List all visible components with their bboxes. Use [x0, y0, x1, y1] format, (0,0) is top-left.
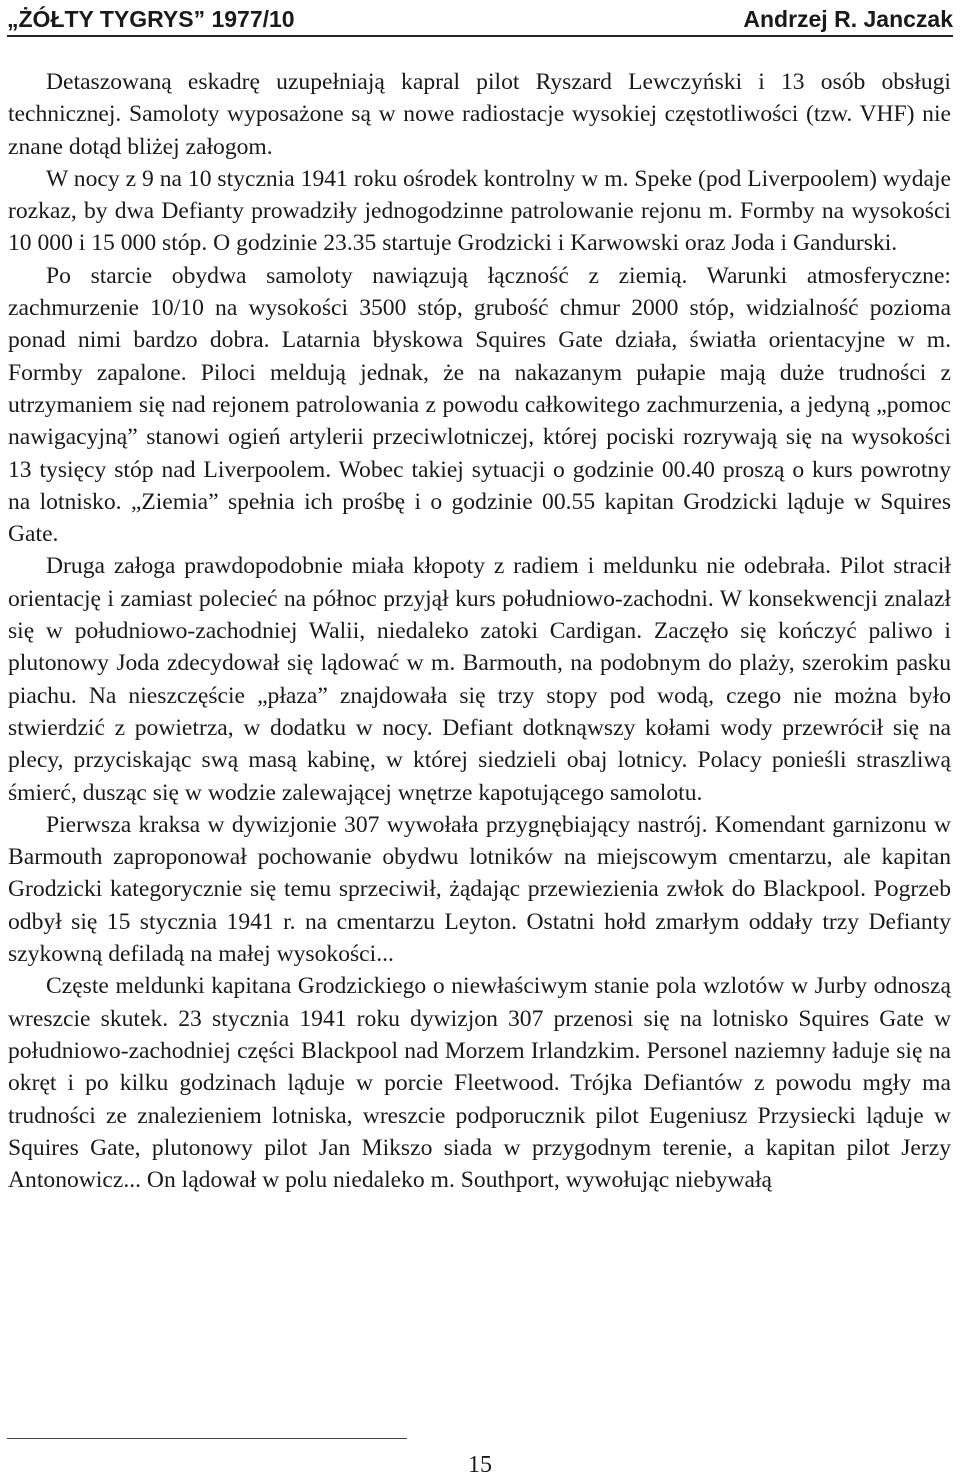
header-title: „ŻÓŁTY TYGRYS” 1977/10: [7, 6, 295, 32]
paragraph-5: Pierwsza kraksa w dywizjonie 307 wywołała przygnębiający nastrój. Komendant garnizonu w Barmouth zaproponował pochowanie obydwu lotników na miejscowym cmentarzu, ale kapitan Grodzicki kategorycznie się temu sprzeciwił, żądając przewiezienia zwłok do Blackpool. Pogrzeb odbył się 15 stycznia 1941 r. na cmentarzu Leyton. Ostatni hołd zmarłym oddały trzy Defianty szykowną defiladą na małej wysokości...: [8, 811, 951, 968]
paragraph-1: Detaszowaną eskadrę uzupełniają kapral pilot Ryszard Lewczyński i 13 osób obsługi technicznej. Samoloty wyposażone są w nowe radiostacje wysokiej częstotliwości (tzw. VHF) nie znane dotąd bliżej załogom.: [8, 69, 951, 160]
paragraph-3: Po starcie obydwa samoloty nawiązują łączność z ziemią. Warunki atmosferyczne: zachmurzenie 10/10 na wysokości 3500 stóp, grubość chmur 2000 stóp, widzialność pozioma ponad nimi bardzo dobra. Latarnia błyskowa Squires Gate działa, światła orientacyjne w m. Formby zapalone. Piloci meldują jednak, że na nakazanym pułapie mają duże trudności z utrzymaniem się nad rejonem patrolowania z powodu całkowitego zachmurzenia, a jedyną „pomoc nawigacyjną” stanowi ogień artylerii przeciwlotniczej, której pociski rozrywają się na wysokości 13 tysięcy stóp nad Liverpoolem. Wobec takiej sytuacji o godzinie 00.40 proszą o kurs powrotny na lotnisko. „Ziemia” spełnia ich prośbę i o godzinie 00.55 kapitan Grodzicki ląduje w Squires Gate.: [8, 262, 951, 548]
paragraph-6: Częste meldunki kapitana Grodzickiego o niewłaściwym stanie pola wzlotów w Jurby odnoszą wreszcie skutek. 23 stycznia 1941 roku dywizjon 307 przenosi się na lotnisko Squires Gate w południowo-zachodniej części Blackpool nad Morzem Irlandzkim. Personel naziemny ładuje się na okręt i po kilku godzinach ląduje w porcie Fleetwood. Trójka Defiantów z powodu mgły ma trudności ze znalezieniem lotniska, wreszcie podporucznik pilot Eugeniusz Przysiecki ląduje w Squires Gate, plutonowy pilot Jan Mikszo siada w przygodnym terenie, a kapitan pilot Jerzy Antonowicz... On lądował w polu niedaleko m. Southport, wywołując niebywałą: [8, 973, 951, 1194]
body-text: [8, 66, 951, 1196]
running-header: [7, 4, 953, 34]
paragraph-4: Druga załoga prawdopodobnie miała kłopoty z radiem i meldunku nie odebrała. Pilot stracił orientację i zamiast polecieć na północ przyjął kurs południowo-zachodni. W konsekwencji znalazł się w południowo-zachodniej Walii, niedaleko zatoki Cardigan. Zaczęło się kończyć paliwo i plutonowy Joda zdecydował się lądować w m. Barmouth, na podobnym do plaży, szerokim pasku piachu. Na nieszczęście „płaza” znajdowała się trzy stopy pod wodą, czego nie można było stwierdzić z powietrza, w dodatku w nocy. Defiant dotknąwszy kołami wody przewrócił się na plecy, przyciskając swą masą kabinę, w której siedzieli obaj lotnicy. Polacy ponieśli straszliwą śmierć, dusząc się w wodzie zalewającej wnętrze kapotującego samolotu.: [8, 553, 951, 806]
footer-divider: [7, 1438, 407, 1439]
header-divider: [7, 35, 953, 37]
paragraph-2: W nocy z 9 na 10 stycznia 1941 roku ośrodek kontrolny w m. Speke (pod Liverpoolem) wydaje rozkaz, by dwa Defianty prowadziły jednogodzinne patrolowanie rejonu m. Formby na wysokości 10 000 i 15 000 stóp. O godzinie 23.35 startuje Grodzicki i Karwowski oraz Joda i Gandurski.: [8, 165, 951, 257]
page-number: 15: [468, 1452, 492, 1478]
header-author: Andrzej R. Janczak: [743, 6, 953, 32]
